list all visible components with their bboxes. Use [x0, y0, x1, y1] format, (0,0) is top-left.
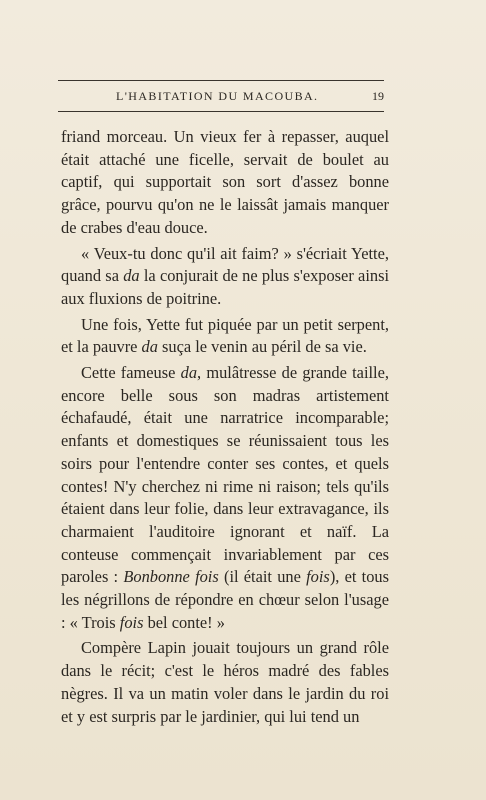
- paragraph-3: Une fois, Yette fut piquée par un petit serpent, et la pauvre da suça le venin au péril de sa vie.: [61, 314, 389, 357]
- header-bottom-rule: [58, 111, 384, 112]
- body-text: [61, 126, 389, 728]
- running-title: L'HABITATION DU MACOUBA.: [116, 89, 319, 103]
- paragraph-5: Compère Lapin jouait toujours un grand rôle dans le récit; c'est le héros madré des fables nègres. Il va un matin voler dans le jardin du roi et y est surpris par le jardinier, qui lui tend un: [61, 638, 389, 726]
- running-header: [58, 88, 384, 106]
- paragraph-2: « Veux-tu donc qu'il ait faim? » s'écriait Yette, quand sa da la conjurait de ne plus s'exposer ainsi aux fluxions de poitrine.: [61, 243, 389, 308]
- header-top-rule: [58, 80, 384, 81]
- paragraph-1: friand morceau. Un vieux fer à repasser, auquel était attaché une ficelle, servait de boulet au captif, qui supportait son sort d'assez bonne grâce, pourvu qu'on ne le laissât jamais manquer de crabes d'eau douce.: [61, 127, 389, 237]
- page-number: 19: [372, 89, 384, 103]
- paragraph-4: Cette fameuse da, mulâtresse de grande taille, encore belle sous son madras artistement échafaudé, était une narratrice incomparable; enfants et domestiques se réunissaient tous les soirs pour l'entendre conter ses contes, et quels contes! N'y cherchez ni rime ni raison; tels qu'ils étaient dans leur folie, dans leur extravagance, ils charmaient l'auditoire ignorant et naïf. La conteuse commençait invariablement par ces paroles : Bonbonne fois (il était une fois), et tous les négrillons de répondre en chœur selon l'usage : « Trois fois bel conte! »: [61, 363, 389, 632]
